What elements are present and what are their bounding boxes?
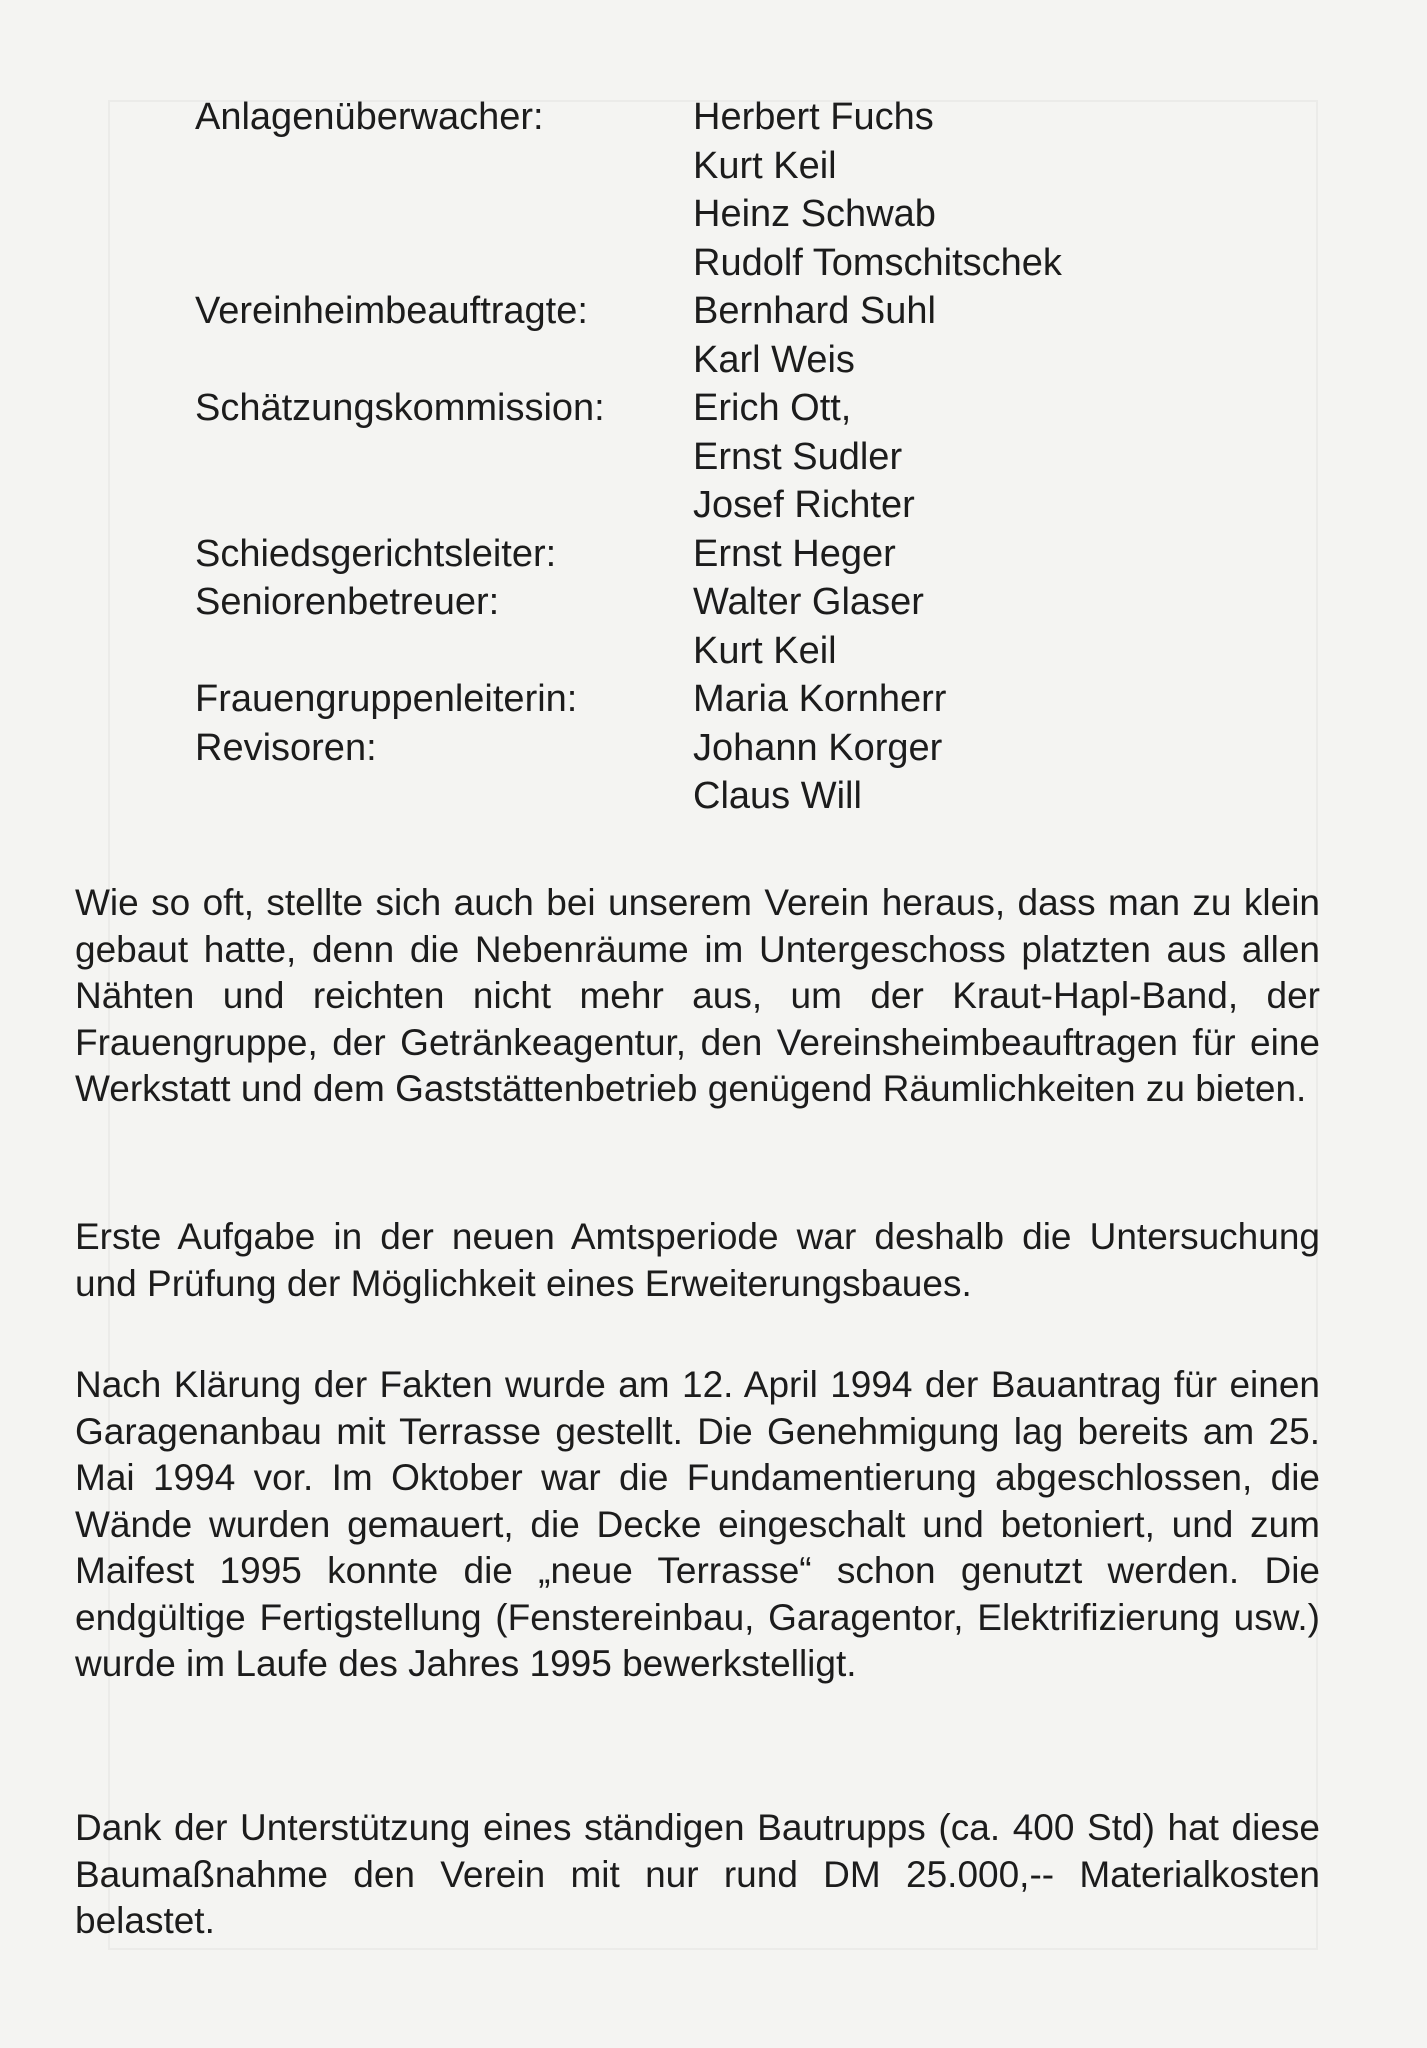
role-label: Revisoren: xyxy=(195,726,377,769)
body-paragraph: Erste Aufgabe in der neuen Amtsperiode war deshalb die Untersuchung und Prüfung der Möglichkeit eines Erweiterungsbaues. xyxy=(75,1216,1320,1304)
body-paragraph: Nach Klärung der Fakten wurde am 12. April 1994 der Bauantrag für einen Garagenanbau mit Terrasse gestellt. Die Genehmigung lag bereits am 25. Mai 1994 vor. Im Oktober war die Fundamentierung abgeschlossen, die Wände wurden gemauert, die Decke eingeschalt und betoniert, und zum Maifest 1995 konnte die „neue Terrasse“ schon genutzt werden. Die endgültige Fertigstellung (Fenstereinbau, Garagentor, Elektrifizierung usw.) wurde im Laufe des Jahres 1995 bewerkstelligt. xyxy=(75,1364,1320,1684)
role-names xyxy=(693,384,1295,530)
role-name: Walter Glaser xyxy=(693,581,924,623)
role-row xyxy=(195,93,1295,287)
role-names xyxy=(693,287,1295,384)
role-names xyxy=(693,578,1295,675)
role-row xyxy=(195,675,1295,724)
body-paragraph: Dank der Unterstützung eines ständigen Bautrupps (ca. 400 Std) hat diese Baumaßnahme den Verein mit nur rund DM 25.000,-- Materialkosten belastet. xyxy=(75,1807,1320,1941)
role-names xyxy=(693,724,1295,821)
role-row xyxy=(195,724,1295,821)
role-name: Herbert Fuchs xyxy=(693,96,934,138)
role-row xyxy=(195,578,1295,675)
role-label: Seniorenbetreuer: xyxy=(195,581,500,623)
role-name: Johann Korger xyxy=(693,726,943,769)
role-name: Ernst Heger xyxy=(693,532,896,575)
role-name: Karl Weis xyxy=(693,338,855,381)
role-label: Schiedsgerichtsleiter: xyxy=(195,532,557,575)
role-label: Anlagenüberwacher: xyxy=(195,96,544,138)
role-label: Frauengruppenleiterin: xyxy=(195,678,578,720)
role-row xyxy=(195,287,1295,384)
role-names xyxy=(693,93,1295,287)
role-name: Maria Kornherr xyxy=(693,678,947,720)
role-name: Rudolf Tomschitschek xyxy=(693,241,1062,284)
role-row xyxy=(195,530,1295,579)
role-name: Erich Ott, xyxy=(693,387,852,429)
role-names xyxy=(693,530,1295,579)
role-name: Josef Richter xyxy=(693,484,915,526)
role-name: Bernhard Suhl xyxy=(693,290,936,332)
role-name: Kurt Keil xyxy=(693,144,837,187)
role-name: Ernst Sudler xyxy=(693,435,903,478)
role-names xyxy=(693,675,1295,724)
role-row xyxy=(195,384,1295,530)
role-name: Kurt Keil xyxy=(693,629,837,672)
role-label: Vereinheimbeauftragte: xyxy=(195,290,588,332)
roles-list xyxy=(195,93,1295,821)
body-paragraph: Wie so oft, stellte sich auch bei unserem Verein heraus, dass man zu klein gebaut hatte, denn die Nebenräume im Untergeschoss platzten aus allen Nähten und reichten nicht mehr aus, um der Kraut-Hapl-Band, der Frauengruppe, der Getränkeagentur, den Vereinsheimbeauftragen für eine Werkstatt und dem Gaststättenbetrieb genügend Räumlichkeiten zu bieten. xyxy=(75,882,1320,1109)
role-name: Heinz Schwab xyxy=(693,193,936,235)
role-name: Claus Will xyxy=(693,775,862,817)
role-label: Schätzungskommission: xyxy=(195,387,605,429)
